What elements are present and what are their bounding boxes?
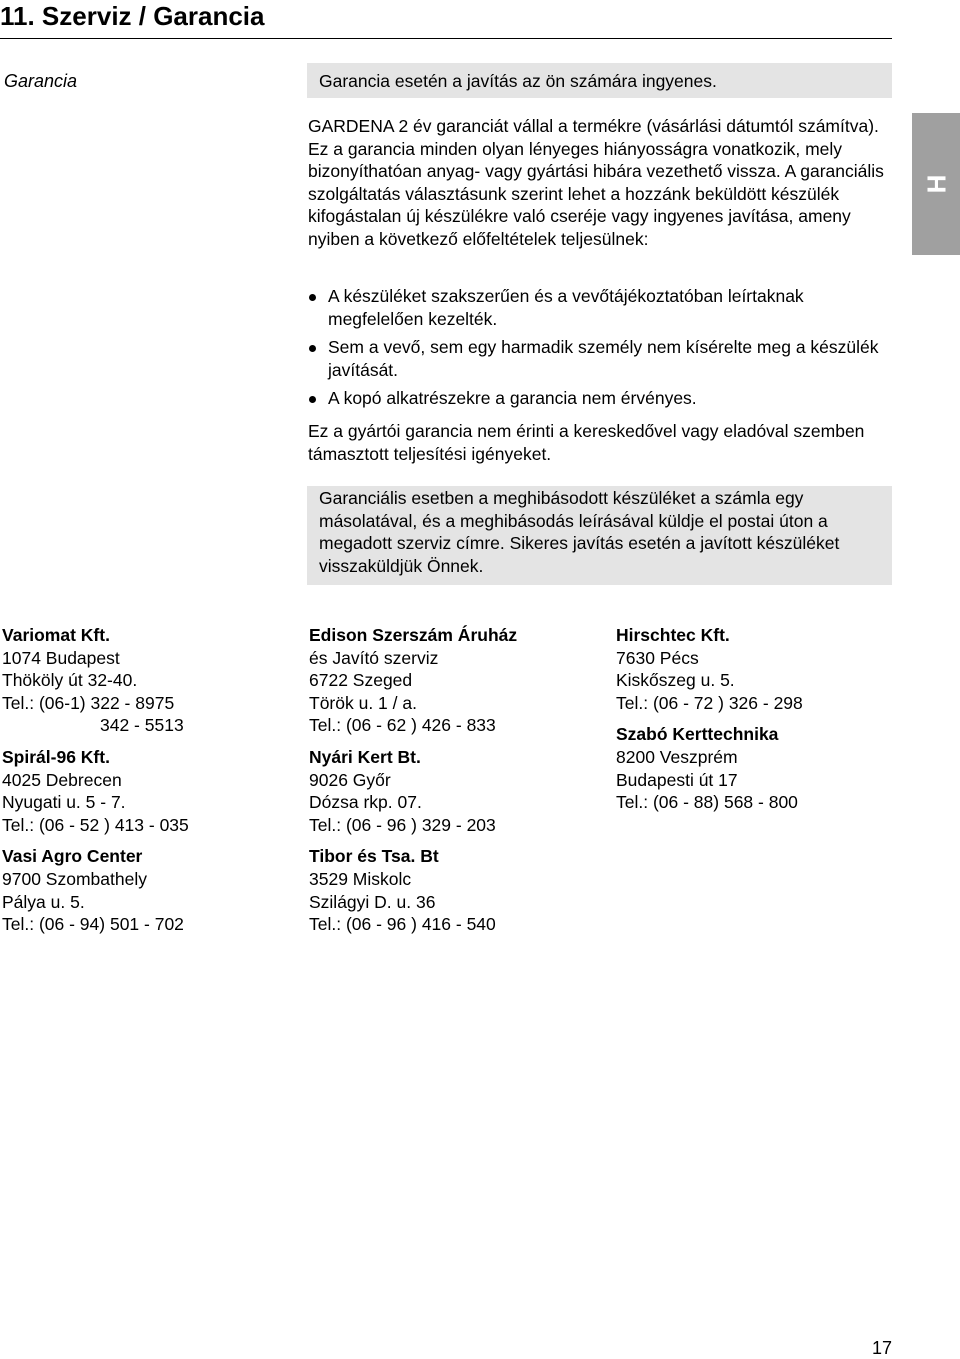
service-name: Edison Szerszám Áruház <box>309 625 518 645</box>
warranty-paragraph: GARDENA 2 év garanciát vállal a termékre (vásárlási dátumtól számítva). Ez a garancia minden olyan lényeges hiányosságra vonatkozik, mely bizonyíthatóan anyag- vagy gyártási hibára vezethető vissza. A garanciális szolgáltatás választásunk szerint lehet a hozzánk beküldött készülék kifogástalan új készülékre való cseréje vagy ingyenes javítása, ameny nyiben a következő előfeltételek teljesülnek: <box>308 116 884 249</box>
phone-line: Tel.: (06-1) 322 - 8975 <box>2 692 175 713</box>
conditions-list <box>308 285 888 416</box>
address-line: Pálya u. 5. <box>2 891 85 912</box>
address-line: Török u. 1 / a. <box>309 692 417 713</box>
service-entry <box>2 624 302 737</box>
page-number: 17 <box>871 1338 892 1358</box>
service-name: Spirál-96 Kft. <box>2 746 110 767</box>
address-line: Budapesti út 17 <box>616 769 738 790</box>
language-tab-letter: H <box>921 174 951 194</box>
address-line: 8200 Veszprém <box>616 746 738 767</box>
list-item-text: Sem a vevő, sem egy harmadik személy nem kísérelte meg a készülék javítását. <box>328 337 879 380</box>
list-item-text: A kopó alkatrészekre a garancia nem érvényes. <box>328 388 697 409</box>
address-line: 4025 Debrecen <box>2 769 122 790</box>
bullet-icon <box>309 396 316 403</box>
address-line: 6722 Szeged <box>309 670 413 691</box>
intro-box: Garancia esetén a javítás az ön számára ingyenes. <box>307 63 892 98</box>
bullet-icon <box>309 294 316 301</box>
shipping-box: Garanciális esetben a meghibásodott készüléket a számla egy másolatával, és a meghibásodás leírásával küldje el postai úton a megadott szerviz címre. Sikeres javítás esetén a javított készüléket visszaküldjük Önnek. <box>307 486 892 585</box>
address-line: 3529 Miskolc <box>309 868 412 889</box>
service-name: Vasi Agro Center <box>2 846 143 867</box>
address-line: Kiskőszeg u. 5. <box>616 670 735 691</box>
address-column-1 <box>2 624 302 945</box>
service-entry <box>2 845 302 935</box>
phone-line: Tel.: (06 - 72 ) 326 - 298 <box>616 692 803 713</box>
language-tab <box>912 113 960 255</box>
phone-line: Tel.: (06 - 62 ) 426 - 833 <box>309 715 496 736</box>
service-entry <box>616 723 916 813</box>
service-name: Nyári Kert Bt. <box>309 746 421 767</box>
address-line: Dózsa rkp. 07. <box>309 792 422 813</box>
service-entry <box>2 746 302 836</box>
service-entry <box>616 624 916 714</box>
phone-line: Tel.: (06 - 94) 501 - 702 <box>2 914 184 935</box>
address-line: 1074 Budapest <box>2 647 120 668</box>
title-divider <box>0 38 892 39</box>
address-line: Thököly út 32-40. <box>2 670 138 691</box>
closing-paragraph: Ez a gyártói garancia nem érinti a kereskedővel vagy eladóval szemben támasztott teljesítési igényeket. <box>308 421 865 464</box>
phone-line: Tel.: (06 - 96 ) 416 - 540 <box>309 914 496 935</box>
address-line: Szilágyi D. u. 36 <box>309 891 436 912</box>
phone-line: Tel.: (06 - 52 ) 413 - 035 <box>2 814 189 835</box>
address-line: és Javító szerviz <box>309 647 439 668</box>
page-title: 11. Szerviz / Garancia <box>0 1 265 31</box>
list-item <box>308 336 888 381</box>
address-line: 9026 Győr <box>309 769 391 790</box>
address-line: Nyugati u. 5 - 7. <box>2 792 126 813</box>
list-item <box>308 387 888 410</box>
list-item-text: A készüléket szakszerűen és a vevőtájékoztatóban leírtaknak megfelelően kezelték. <box>328 286 804 329</box>
address-line: 7630 Pécs <box>616 647 699 668</box>
service-name: Tibor és Tsa. Bt <box>309 846 439 867</box>
section-label: Garancia <box>4 71 78 91</box>
bullet-icon <box>309 345 316 352</box>
phone-line: Tel.: (06 - 96 ) 329 - 203 <box>309 814 496 835</box>
service-entry <box>309 746 609 836</box>
address-column-3 <box>616 624 916 823</box>
service-name: Hirschtec Kft. <box>616 625 730 645</box>
service-entry <box>309 624 609 737</box>
service-name: Variomat Kft. <box>2 625 110 645</box>
phone-line: Tel.: (06 - 88) 568 - 800 <box>616 792 798 813</box>
phone-line: 342 - 5513 <box>100 715 184 736</box>
address-line: 9700 Szombathely <box>2 868 147 889</box>
service-name: Szabó Kerttechnika <box>616 724 779 745</box>
service-entry <box>309 845 609 935</box>
address-column-2 <box>309 624 609 945</box>
list-item <box>308 285 888 330</box>
